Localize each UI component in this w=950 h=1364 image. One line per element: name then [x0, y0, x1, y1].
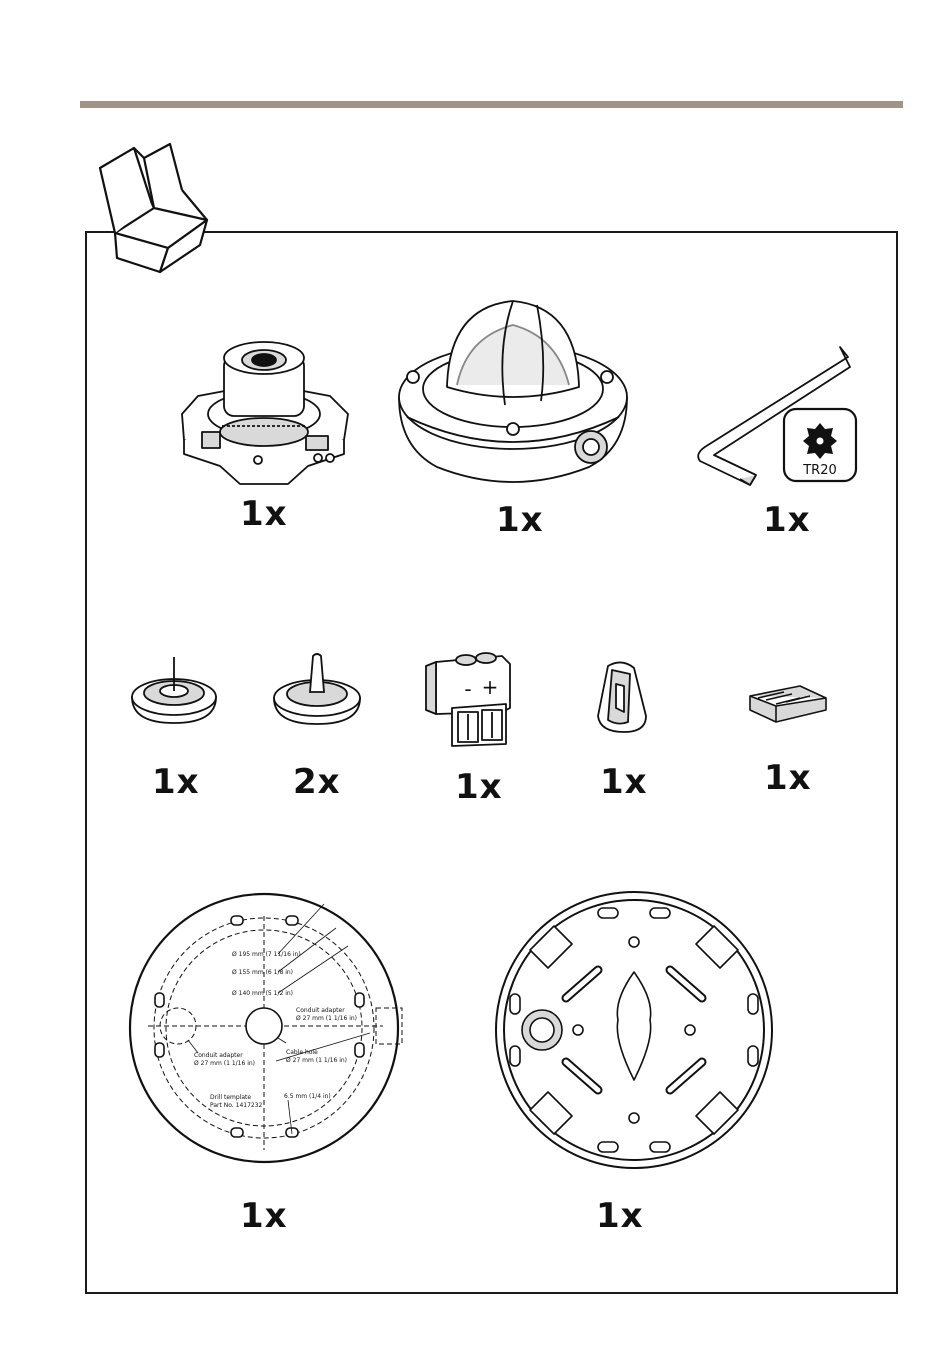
qty-camera-unit: 1x: [240, 494, 288, 534]
plus-label: +: [481, 675, 499, 699]
open-box-icon: [92, 138, 214, 274]
screw-hole-label: 6.5 mm (1/4 in): [284, 1093, 331, 1100]
conduit-right-label-2: Ø 27 mm (1 1/16 in): [296, 1015, 358, 1022]
mounting-bracket: [494, 890, 774, 1170]
qty-tr20-key: 1x: [763, 500, 811, 540]
qty-mounting-bracket: 1x: [596, 1196, 644, 1236]
template-label-2: Part No. 1417232: [210, 1102, 263, 1109]
qty-rs485-connector: 1x: [764, 758, 812, 798]
camera-unit: [178, 336, 350, 484]
tr20-label: TR20: [803, 463, 837, 478]
qty-terminal-block: 1x: [455, 767, 503, 807]
conduit-right-label-1: Conduit adapter: [296, 1007, 345, 1014]
rs485-connector: [748, 684, 828, 724]
top-accent-rule: [80, 101, 903, 108]
drill-template: [128, 888, 404, 1168]
qty-cable-gasket-large: 2x: [293, 762, 341, 802]
dim-195-label: Ø 195 mm (7 11/16 in): [232, 951, 301, 958]
qty-connector-guard: 1x: [600, 762, 648, 802]
dim-140-label: Ø 140 mm (5 1/2 in): [232, 990, 294, 997]
qty-cable-gasket-small: 1x: [152, 762, 200, 802]
tr20-key: [690, 345, 862, 490]
cable-gasket-small: [130, 655, 218, 725]
cable-hole-label-1: Cable hole: [286, 1049, 318, 1056]
connector-guard: [594, 660, 650, 736]
terminal-block-connector: [422, 648, 514, 748]
dome-cover: [397, 297, 629, 487]
qty-drill-template: 1x: [240, 1196, 288, 1236]
cable-hole-label-2: Ø 27 mm (1 1/16 in): [286, 1057, 348, 1064]
template-label-1: Drill template: [210, 1094, 252, 1101]
conduit-left-label-2: Ø 27 mm (1 1/16 in): [194, 1060, 256, 1067]
dim-155-label: Ø 155 mm (6 1/8 in): [232, 969, 294, 976]
qty-dome-cover: 1x: [496, 500, 544, 540]
cable-gasket-large: [272, 652, 362, 726]
minus-label: -: [464, 677, 472, 701]
conduit-left-label-1: Conduit adapter: [194, 1052, 243, 1059]
